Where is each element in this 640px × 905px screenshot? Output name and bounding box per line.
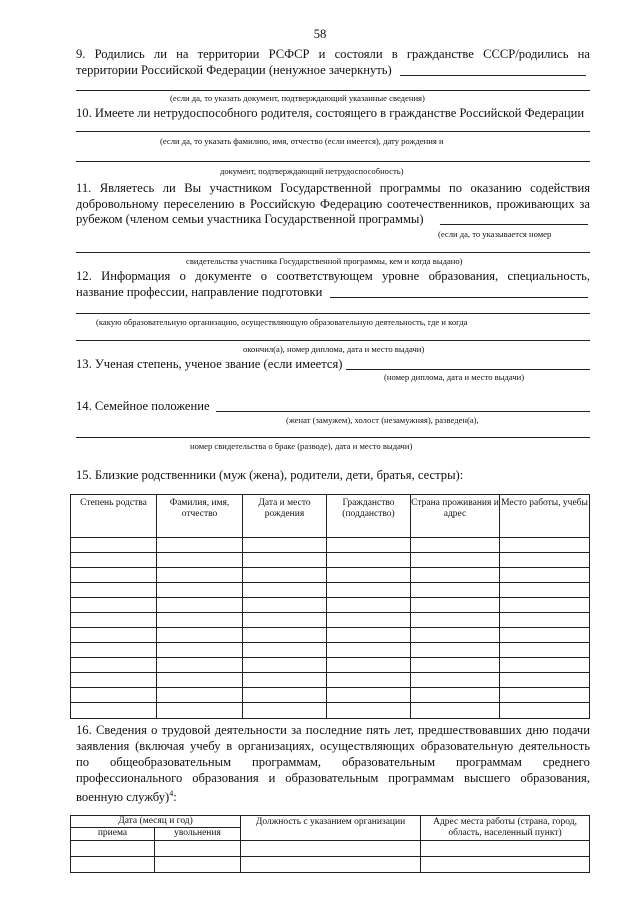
table-cell[interactable]: [243, 598, 327, 613]
q16-text-line4: профессионального образования и образовательным программам высшего образования,: [76, 771, 590, 785]
table-cell[interactable]: [71, 598, 157, 613]
table-cell[interactable]: [71, 673, 157, 688]
table-cell[interactable]: [327, 703, 411, 719]
table-cell[interactable]: [243, 538, 327, 553]
table-row: [71, 673, 590, 688]
q13-text-line1: 13. Ученая степень, ученое звание (если имеется): [76, 357, 343, 371]
q16-text-line3: [76, 754, 590, 770]
table-cell[interactable]: [411, 538, 500, 553]
table-cell[interactable]: [243, 673, 327, 688]
table-row: [71, 598, 590, 613]
table-cell[interactable]: [327, 553, 411, 568]
q16-line3-word: среднего: [542, 755, 590, 769]
q13-answer-line[interactable]: [346, 369, 590, 370]
table-cell[interactable]: [243, 643, 327, 658]
work-header-position: Должность с указанием организации: [241, 816, 421, 841]
table-cell[interactable]: [500, 643, 590, 658]
table-cell[interactable]: [411, 643, 500, 658]
table-cell[interactable]: [411, 628, 500, 643]
q16-line3-word: программам,: [252, 755, 321, 769]
q12-answer-line-3[interactable]: [76, 340, 590, 341]
relatives-header-citizenship: Гражданство (подданство): [327, 495, 411, 538]
q12-hint-line1: (какую образовательную организацию, осуществляющую образовательную деятельность, где и когда: [96, 317, 468, 327]
table-cell[interactable]: [241, 841, 421, 857]
table-cell[interactable]: [243, 658, 327, 673]
q14-answer-line-2[interactable]: [76, 437, 590, 438]
q11-answer-line[interactable]: [440, 224, 588, 225]
table-cell[interactable]: [327, 673, 411, 688]
work-header-hire: приема: [71, 828, 155, 841]
table-cell[interactable]: [327, 538, 411, 553]
q9-answer-line[interactable]: [400, 75, 586, 76]
q16-footnote-mark: 4: [169, 789, 174, 798]
table-cell[interactable]: [243, 568, 327, 583]
table-cell[interactable]: [71, 703, 157, 719]
q10-text-line1: 10. Имеете ли нетрудоспособного родителя, состоящего в гражданстве Российской Федерации: [76, 106, 585, 120]
table-cell[interactable]: [411, 703, 500, 719]
table-cell[interactable]: [327, 568, 411, 583]
table-cell[interactable]: [71, 538, 157, 553]
page-number: 58: [313, 27, 327, 41]
table-cell[interactable]: [157, 568, 243, 583]
table-cell[interactable]: [327, 598, 411, 613]
table-cell[interactable]: [411, 673, 500, 688]
table-cell[interactable]: [71, 628, 157, 643]
table-row: [71, 703, 590, 719]
table-cell[interactable]: [327, 658, 411, 673]
q9-hint: (если да, то указать документ, подтверждающий указанные сведения): [170, 93, 425, 103]
table-row: [71, 857, 590, 873]
table-cell[interactable]: [500, 568, 590, 583]
q11-answer-line-2[interactable]: [76, 252, 590, 253]
q11-text-line2: добровольному переселению в Российскую Федерацию соотечественников, проживающих за: [76, 197, 590, 211]
table-cell[interactable]: [157, 613, 243, 628]
table-row: [71, 538, 590, 553]
table-cell[interactable]: [71, 568, 157, 583]
q12-answer-line[interactable]: [330, 297, 588, 298]
q14-text-line1: 14. Семейное положение: [76, 399, 210, 413]
table-cell[interactable]: [500, 673, 590, 688]
table-row: [71, 643, 590, 658]
table-row: [71, 613, 590, 628]
table-cell[interactable]: [157, 583, 243, 598]
table-cell[interactable]: [71, 841, 155, 857]
table-cell[interactable]: [155, 857, 241, 873]
table-row: [71, 658, 590, 673]
q10-answer-line[interactable]: [76, 131, 590, 132]
work-header-address: Адрес места работы (страна, город, область, населенный пункт): [421, 816, 590, 841]
q12-answer-line-2[interactable]: [76, 313, 590, 314]
q9-text-line2: территории Российской Федерации (ненужное зачеркнуть): [76, 63, 392, 77]
q9-text-line1: 9. Родились ли на территории РСФСР и состояли в гражданстве СССР/родились на: [76, 47, 590, 61]
q16-line3-word: по: [76, 755, 90, 769]
table-cell[interactable]: [500, 703, 590, 719]
table-row: [71, 553, 590, 568]
table-cell[interactable]: [155, 841, 241, 857]
table-cell[interactable]: [243, 553, 327, 568]
table-cell[interactable]: [71, 643, 157, 658]
table-cell[interactable]: [327, 613, 411, 628]
table-cell[interactable]: [243, 583, 327, 598]
q10-hint-line2: документ, подтверждающий нетрудоспособность): [220, 166, 404, 176]
table-cell[interactable]: [411, 583, 500, 598]
work-header-dismissal: увольнения: [155, 828, 241, 841]
table-cell[interactable]: [411, 658, 500, 673]
table-cell[interactable]: [421, 841, 590, 857]
work-header-dates: Дата (месяц и год): [71, 816, 241, 828]
q16-text-line1: 16. Сведения о трудовой деятельности за последние пять лет, предшествовавших дню подачи: [76, 723, 590, 737]
table-cell[interactable]: [500, 658, 590, 673]
table-cell[interactable]: [411, 598, 500, 613]
table-cell[interactable]: [500, 553, 590, 568]
table-cell[interactable]: [327, 688, 411, 703]
table-cell[interactable]: [71, 583, 157, 598]
table-cell[interactable]: [71, 658, 157, 673]
table-row: [71, 568, 590, 583]
q11-hint-line2: свидетельства участника Государственной программы, кем и когда выдано): [186, 256, 463, 266]
q12-text-line2: название профессии, направление подготовки: [76, 285, 323, 299]
relatives-header-name: Фамилия, имя, отчество: [157, 495, 243, 538]
table-cell[interactable]: [157, 703, 243, 719]
table-cell[interactable]: [157, 598, 243, 613]
relatives-header-workplace: Место работы, учебы: [500, 495, 590, 538]
table-row: [71, 841, 590, 857]
q11-hint-line1: (если да, то указывается номер: [438, 229, 552, 239]
table-cell[interactable]: [411, 568, 500, 583]
table-cell[interactable]: [500, 598, 590, 613]
table-row: [71, 688, 590, 703]
q16-line3-word: общеобразовательным: [109, 755, 232, 769]
relatives-table: [70, 494, 590, 719]
q9-answer-line-2[interactable]: [76, 90, 590, 91]
table-cell[interactable]: [157, 553, 243, 568]
table-cell[interactable]: [411, 613, 500, 628]
table-cell[interactable]: [500, 583, 590, 598]
table-cell[interactable]: [500, 613, 590, 628]
table-cell[interactable]: [71, 553, 157, 568]
relatives-header-country-address: Страна проживания и адрес: [411, 495, 500, 538]
work-history-table: [70, 815, 590, 873]
q16-line5-text: военную службу): [76, 790, 170, 805]
table-cell[interactable]: [421, 857, 590, 873]
table-cell[interactable]: [243, 628, 327, 643]
relatives-table-header: [71, 495, 590, 538]
q14-hint-line1: (женат (замужем), холост (незамужняя), разведен(а),: [286, 415, 479, 425]
q15-title: 15. Близкие родственники (муж (жена), родители, дети, братья, сестры):: [76, 468, 464, 482]
q14-answer-line[interactable]: [216, 411, 590, 412]
table-cell[interactable]: [243, 703, 327, 719]
table-cell[interactable]: [71, 857, 155, 873]
work-table-header-row1: [71, 816, 590, 828]
q13-hint: (номер диплома, дата и место выдачи): [384, 372, 525, 382]
table-cell[interactable]: [327, 628, 411, 643]
table-cell[interactable]: [500, 688, 590, 703]
table-cell[interactable]: [500, 628, 590, 643]
q10-hint-line1: (если да, то указать фамилию, имя, отчество (если имеется), дату рождения и: [160, 136, 444, 146]
q16-line3-word: программам: [456, 755, 522, 769]
q16-text-line5: [76, 786, 177, 805]
table-row: [71, 628, 590, 643]
table-cell[interactable]: [157, 643, 243, 658]
table-cell[interactable]: [500, 538, 590, 553]
table-cell[interactable]: [411, 553, 500, 568]
table-cell[interactable]: [71, 688, 157, 703]
q14-hint-line2: номер свидетельства о браке (разводе), дата и место выдачи): [190, 441, 413, 451]
table-cell[interactable]: [157, 688, 243, 703]
table-cell[interactable]: [327, 583, 411, 598]
q11-text-line3: рубежом (членом семьи участника Государственной программы): [76, 212, 424, 226]
table-cell[interactable]: [241, 857, 421, 873]
q12-text-line1: 12. Информация о документе о соответствующем уровне образования, специальность,: [76, 269, 590, 283]
table-cell[interactable]: [157, 658, 243, 673]
q16-text-line2: заявления (включая учебу в организациях, осуществляющих образовательную деятельность: [76, 739, 590, 753]
q12-hint-line2: окончил(а), номер диплома, дата и место выдачи): [243, 344, 425, 354]
table-cell[interactable]: [157, 628, 243, 643]
q11-text-line1: 11. Являетесь ли Вы участником Государственной программы по оказанию содействия: [76, 181, 590, 195]
relatives-header-birth: Дата и место рождения: [243, 495, 327, 538]
table-cell[interactable]: [157, 538, 243, 553]
q16-line3-word: образовательным: [341, 755, 436, 769]
table-cell[interactable]: [71, 613, 157, 628]
q16-colon: :: [173, 790, 177, 805]
table-cell[interactable]: [411, 688, 500, 703]
table-cell[interactable]: [243, 688, 327, 703]
table-cell[interactable]: [243, 613, 327, 628]
table-row: [71, 583, 590, 598]
relatives-header-relation: Степень родства: [71, 495, 157, 538]
table-cell[interactable]: [157, 673, 243, 688]
table-cell[interactable]: [327, 643, 411, 658]
q10-answer-line-2[interactable]: [76, 161, 590, 162]
